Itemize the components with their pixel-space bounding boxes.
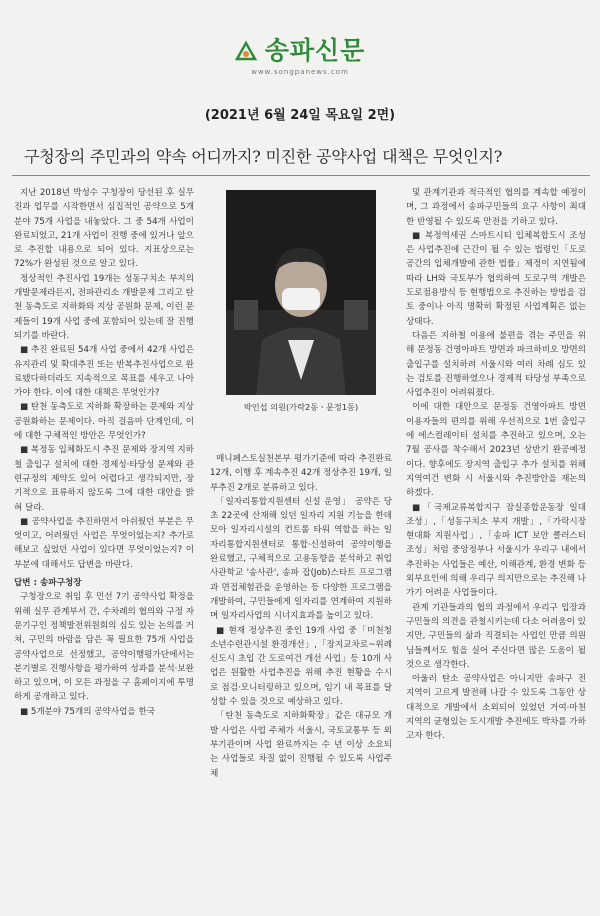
masthead-title: 송파신문 [264, 36, 366, 65]
paragraph: ■ 5개분야 75개의 공약사업을 한국 [20, 706, 156, 717]
paragraph: 지난 2018년 박성수 구청장이 당선된 후 실무진과 업무를 시작한면서 심집적인 공약으로 5개 분야 75개 사업을 내놓았다. 그 중 54개 사업이 완료되었고, 21개 사업이 진행 중에 있거나 앞으로 추진할 내용으로 되어 있다. 지표상으로는 72%가 완성된 것으로 알고 있다. [14, 188, 194, 270]
paragraph: 「탄천 동측도로 지하화확장」같은 대규모 개발 사업은 사업 주체가 서울시, 국토교통부 등 외부기관이며 사업 완료까지는 수 년 이상 소요되는 사업들로 차질 없이 진행될 수 있도록 사업주체 [210, 711, 392, 779]
paragraph: ■ 현재 정상추진 중인 19개 사업 중「미천청소년수련관시설 환경개선」,「장지교차로~위례신도시 초입 간 도로여건 개선 사업」등 10개 사업은 원활한 사업추진을 위해 추진 현황을 수시로 점검·모니터링하고 있으며, 임기 내 목표를 달성할 수 있을 것으로 예상하고 있다. [210, 625, 392, 708]
masthead-url: www.songpanews.com [251, 68, 349, 76]
masthead [0, 38, 600, 76]
newspaper-logo-icon [235, 40, 257, 62]
paragraph: 구청장으로 취임 후 민선 7기 공약사업 확정을 위해 실무 관계부서 간, 수차례의 협의와 구정 자문기구인 정책발전위원회의 심도 있는 논의를 거쳐, 구민의 바람을 담은 꼭 필요한 75개 사업을 공약사업으로 선정했고, 공약이행평가단에서는 분기별로 진행사항을 평가하여 성과를 분석·보완하고 있으며, 이 모든 과정을 구 홈페이지에 투명하게 공개하고 있다. [14, 592, 194, 703]
logo [235, 38, 366, 64]
paragraph: 「일자리통합지원센터 신설 운영」 공약은 당초 22곳에 산재해 있던 일자리 지원 기능을 한데 모아 일자리시설의 컨트롤 타워 역할을 하는 일자리통합지원센터로 통합·신설하여 공약이행을 완료했고, 구체적으로 고용동향을 분석하고 취업사관학교 '송사관', 송파 잡(Job)스타트 프로그램과 면접체험관을 운영하는 등 다양한 프로그램을 개발하여, 구민들에게 일자리를 연계하여 지원하며 일자리사업의 시너지효과를 높이고 있다. [210, 496, 392, 622]
paragraph: 및 관계기관과 적극적인 협의를 계속할 예정이며, 그 과정에서 송파구민들의 요구 사항이 최대한 반영될 수 있도록 만전을 기하고 있다. [406, 188, 586, 227]
portrait-photo [226, 190, 376, 395]
article-column-2 [210, 452, 392, 781]
paragraph: 정상적인 추진사업 19개는 성동구치소 부지의 개발문제라든지, 전파관리소 개발문제 그리고 탄천 동측도로 지하화와 지상 공원화 문제, 이런 문제들이 19개 사업 중에 포함되어 있는데 잘 진행되기를 바란다. [14, 273, 194, 341]
paragraph: ■ 복정역세권 스마트시티 입체복합도시 조성은 사업추진에 근간이 될 수 있는 법령인「도로공간의 입체개발에 관한 법률」제정이 지연됨에 따라 LH와 국토부가 협의하여 도로구역 개발은 도로점용방식 등 현행법으로 추진하는 방법을 검토 중이나 아직 명확히 확정된 사업계획은 없는 상태다. [406, 230, 586, 327]
paragraph: ■ 복정동 입체화도시 추진 문제와 장지역 지하철 출입구 설치에 대한 경제성·타당성 문제와 관련규정의 제약도 있어 어렵다고 생각되지만, 장기적으로 표류하지 않도록 그에 대한 대안을 밝혀 달라. [14, 445, 194, 513]
answer-subhead: 답변 : 송파구청장 [14, 578, 82, 589]
headline-divider [12, 175, 590, 176]
article-column-1 [14, 186, 194, 719]
paragraph: ■ 탄천 동측도로 지하화 확장하는 문제와 지상 공원화하는 문제이다. 아직 걸음마 단계인데, 이에 대한 구체적인 방안은 무엇인가? [14, 402, 194, 442]
paragraph: 아울러 탄소 공약사업은 아니지만 송파구 전 지역이 고르게 발전해 나갈 수 있도록 그동안 상대적으로 개발에서 소외되어 있었던 거여·마천 지역의 균형있는 도시개발 추진에도 박차를 가하고자 한다. [406, 674, 586, 742]
paragraph: 매니페스토실천본부 평가기준에 따라 추진완료 12개, 이행 후 계속추진 42개 정상추진 19개, 일부추진 2개로 분류하고 있다. [210, 454, 392, 493]
paragraph: ■ 추진 완료된 54개 사업 중에서 42개 사업은 유지관리 및 확대추진 또는 반복추진사업으로 완료됐다하더라도 지속적으로 목표를 세우고 나아가야 한다. 이에 대한 대책은 무엇인가? [14, 345, 194, 399]
paragraph: 다음은 지하철 이용에 불편을 겪는 주민을 위해 문정동 건영아파트 방면과 파크하비오 방면의 출입구를 설치하려 서울시와 여러 차례 심도 있는 검토를 진행하였으나 경제적 타당성 부족으로 사업추진이 어려워졌다. [406, 330, 586, 399]
paragraph: ■ 공약사업을 추진하면서 아쉬웠던 부분은 무엇이고, 어려웠던 사업은 무엇이었는지? 추가로 해보고 싶었던 사업이 있다면 무엇이었는지? 이 부분에 대해서도 답변을 바란다. [14, 516, 194, 570]
paragraph: 이에 대한 대안으로 문정동 건영아파트 방면 이용자들의 편의를 위해 우선적으로 1번 출입구에 에스컬레이터 설치를 추진하고 있으며, 오는 7월 공사를 착수해서 2023년 상반기 완공예정이다. 향후에도 장지역 출입구 추가 설치를 위해 지역여건 변화 시 서울시와 추진방안을 재논의 하겠다. [406, 402, 586, 499]
paragraph: 관계 기관들과의 협의 과정에서 우리구 입장과 구민들의 의견을 관철시키는데 다소 어려움이 있지만, 구민들의 삶과 직결되는 사업인 만큼 의원님들께서도 힘을 실어 주신다면 많은 도움이 될 것으로 생각한다. [406, 602, 586, 670]
paragraph: ■「국제교류복합지구 잠실종합운동장 일대 조성」,「성동구치소 부지 개발」,「가락시장 현대화 지원사업」,「송파 ICT 보안 클러스터 조성」처럼 중앙정부나 서울시가 우리구 내에서 추진하는 사업들은 예산, 이해관계, 환경 변화 등 외부요인에 의해 우리구 의지만으로는 추진해 나가기 어려운 사업들이다. [406, 502, 586, 599]
article-column-3 [406, 186, 586, 744]
dateline: (2021년 6월 24일 목요일 2면) [204, 108, 396, 123]
headline: 구청장의 주민과의 약속 어디까지? 미진한 공약사업 대책은 무엇인지? [24, 147, 503, 166]
photo-caption: 박인섭 의원(가락2동ㆍ문정1동) [243, 402, 359, 412]
